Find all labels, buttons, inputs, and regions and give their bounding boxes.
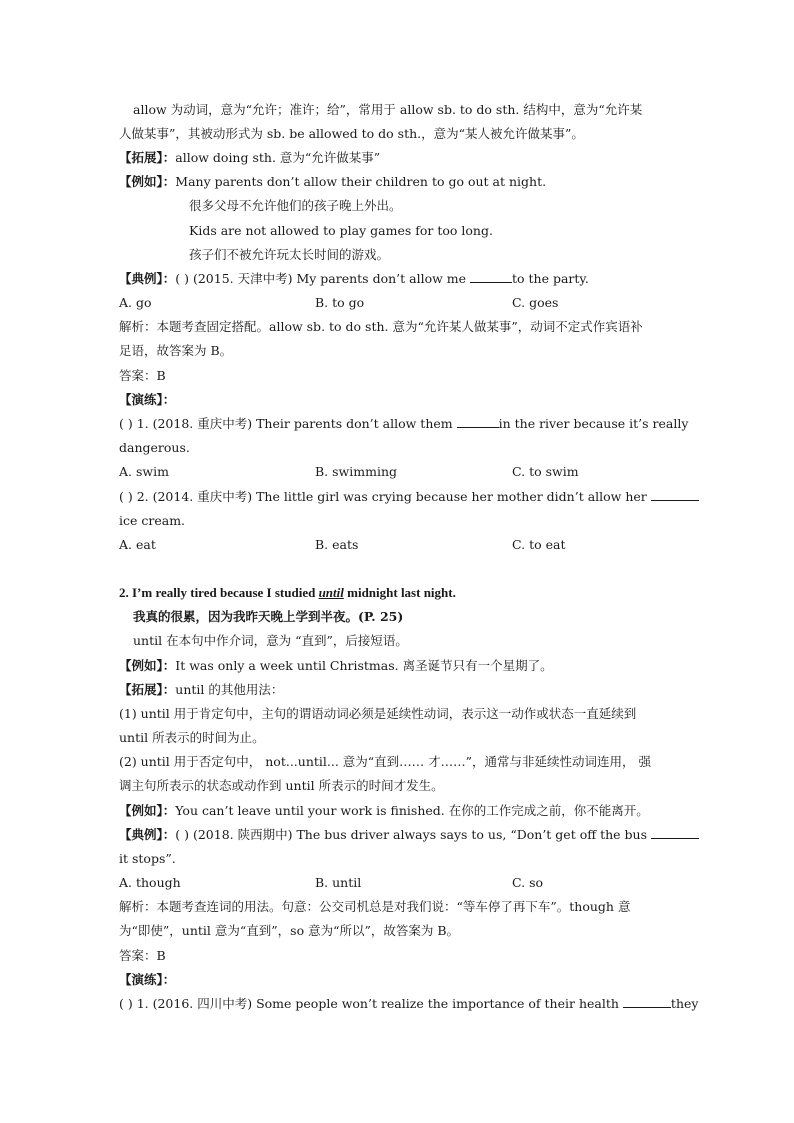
text-fragment: Many parents don’t allow their children to go out at night. — [175, 174, 547, 189]
section-title — [119, 585, 681, 601]
option-c: C. so — [512, 875, 544, 890]
section-label-example: 【例如】： — [119, 174, 176, 189]
title-keyword: until — [318, 585, 344, 600]
section-label-extension: 【拓展】： — [119, 682, 176, 697]
text-fragment: You can’t leave until your work is finished. 在你的工作完成之前，你不能离开。 — [175, 803, 649, 818]
question-text: ( ) 1. (2016. 四川中考) Some people won’t realize the importance of their health — [119, 996, 619, 1011]
analysis-line: 解析：本题考查固定搭配。allow sb. to do sth. 意为“允许某人做某事”，动词不定式作宾语补 — [119, 319, 643, 334]
extension-line — [119, 682, 681, 698]
extension-line — [119, 150, 681, 166]
option-b: B. to go — [315, 295, 365, 310]
question-text: in the river because it’s really — [498, 416, 689, 431]
text-line: 很多父母不允许他们的孩子晚上外出。 — [189, 198, 402, 213]
option-a: A. eat — [119, 537, 156, 552]
text-fragment: until 的其他用法： — [175, 682, 284, 697]
title-fragment: midnight last night. — [343, 585, 456, 600]
text-fragment: allow doing sth. 意为“允许做某事” — [175, 150, 381, 165]
answer-blank — [623, 996, 671, 1008]
option-c: C. to swim — [512, 464, 579, 479]
option-a: A. though — [119, 875, 181, 890]
answer-line: 答案：B — [119, 368, 166, 383]
text-line: it stops”. — [119, 851, 176, 866]
typical-example-line — [119, 271, 681, 287]
text-line: (2) until 用于否定句中， not...until... 意为“直到…… 才……”，通常与非延续性动词连用， 强 — [119, 754, 652, 769]
typical-example-line — [119, 827, 681, 843]
question-line — [119, 489, 681, 505]
option-a: A. swim — [119, 464, 169, 479]
analysis-line: 解析：本题考查连词的用法。句意：公交司机总是对我们说：“等车停了再下车”。though 意 — [119, 899, 631, 914]
question-text: ( ) 1. (2018. 重庆中考) Their parents don’t allow them — [119, 416, 453, 431]
answer-blank — [470, 271, 512, 283]
section-label-typical-example: 【典例】： — [119, 827, 176, 842]
example-line — [119, 658, 681, 674]
option-b: B. swimming — [315, 464, 398, 479]
text-line: allow 为动词，意为“允许；准许；给”，常用于 allow sb. to do sth. 结构中，意为“允许某 — [133, 102, 643, 117]
text-line: 为“即使”，until 意为“直到”，so 意为“所以”，故答案为 B。 — [119, 923, 460, 938]
text-line: until 所表示的时间为止。 — [119, 730, 265, 745]
option-c: C. to eat — [512, 537, 566, 552]
question-line — [119, 416, 689, 432]
section-label-extension: 【拓展】： — [119, 150, 176, 165]
text-line: ice cream. — [119, 513, 186, 528]
answer-blank — [651, 489, 699, 501]
text-line: (1) until 用于肯定句中，主句的谓语动词必须是延续性动词，表示这一动作或状态一直延续到 — [119, 706, 637, 721]
section-label-example: 【例如】： — [119, 658, 176, 673]
section-label-typical-example: 【典例】： — [119, 271, 176, 286]
text-line: dangerous. — [119, 440, 190, 455]
text-fragment: It was only a week until Christmas. 离圣诞节只有一个星期了。 — [175, 658, 553, 673]
title-translation: 我真的很累，因为我昨天晚上学到半夜。(P. 25) — [133, 609, 404, 624]
option-a: A. go — [119, 295, 152, 310]
title-fragment: 2. I’m really tired because I studied — [119, 585, 319, 600]
section-label-practice: 【演练】： — [119, 392, 176, 407]
answer-blank — [457, 416, 499, 428]
question-text: they — [670, 996, 699, 1011]
option-c: C. goes — [512, 295, 559, 310]
option-b: B. until — [315, 875, 362, 890]
text-line: 人做某事”，其被动形式为 sb. be allowed to do sth.，意为“某人被允许做某事”。 — [119, 126, 584, 141]
text-line: 调主句所表示的状态或动作到 until 所表示的时间才发生。 — [119, 778, 444, 793]
question-line — [119, 996, 699, 1012]
section-label-example: 【例如】： — [119, 803, 176, 818]
question-text: ( ) (2015. 天津中考) My parents don’t allow me — [175, 271, 467, 286]
text-line: until 在本句中作介词，意为 “直到”，后接短语。 — [133, 633, 408, 648]
question-text: to the party. — [512, 271, 589, 286]
question-text: ( ) 2. (2014. 重庆中考) The little girl was crying because her mother didn’t allow her — [119, 489, 647, 504]
option-b: B. eats — [315, 537, 359, 552]
text-line: Kids are not allowed to play games for too long. — [189, 223, 493, 238]
example-line — [119, 174, 681, 190]
text-line: 足语，故答案为 B。 — [119, 343, 233, 358]
answer-blank — [651, 827, 699, 839]
answer-line: 答案：B — [119, 948, 166, 963]
example-line — [119, 803, 681, 819]
text-line: 孩子们不被允许玩太长时间的游戏。 — [189, 247, 390, 262]
section-label-practice: 【演练】： — [119, 972, 176, 987]
question-text: ( ) (2018. 陕西期中) The bus driver always says to us, “Don’t get off the bus — [175, 827, 647, 842]
